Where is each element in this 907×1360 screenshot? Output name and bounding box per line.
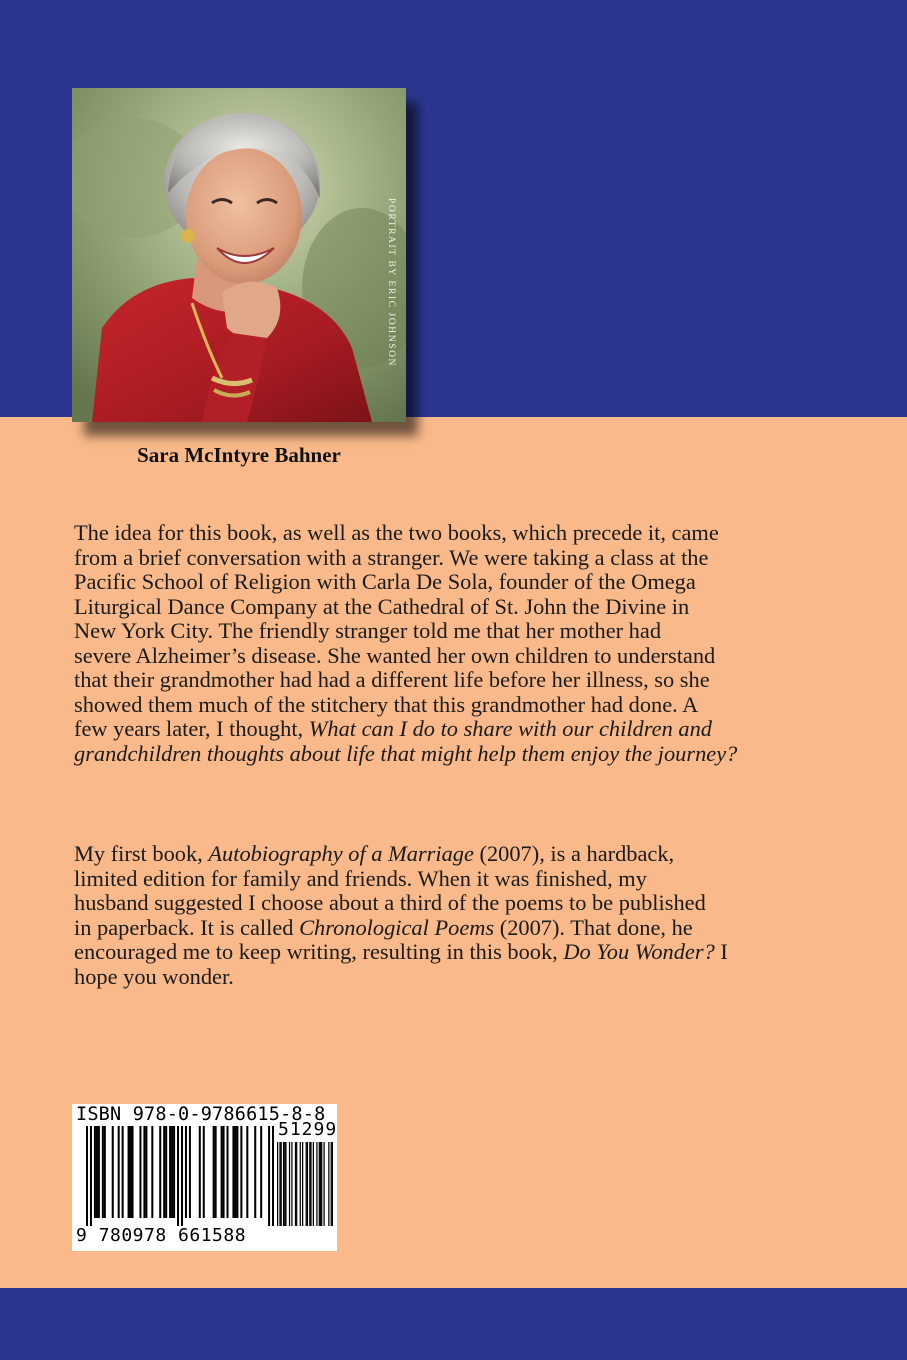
barcode-bar bbox=[281, 1142, 282, 1226]
barcode-bar bbox=[240, 1126, 242, 1218]
blurb-text: in paperback. It is called bbox=[74, 914, 300, 940]
blurb-line: severe Alzheimer’s disease. She wanted her own children to understand bbox=[74, 642, 716, 668]
barcode-bar bbox=[189, 1126, 191, 1218]
barcode-bar bbox=[203, 1126, 205, 1218]
barcode-bar bbox=[332, 1142, 333, 1226]
barcode-bar bbox=[310, 1142, 311, 1226]
barcode-bar bbox=[260, 1126, 262, 1218]
barcode-bar bbox=[159, 1126, 161, 1218]
blurb-paragraph-1 bbox=[74, 521, 844, 766]
barcode-bar bbox=[94, 1126, 96, 1218]
blurb-line: The idea for this book, as well as the two books, which precede it, came bbox=[74, 520, 719, 545]
barcode-bar bbox=[128, 1126, 130, 1218]
barcode-bar bbox=[323, 1142, 324, 1226]
blurb-text: , bbox=[539, 841, 545, 866]
blurb-line: New York City. The friendly stranger told me that her mother had bbox=[74, 618, 662, 643]
barcode-bar bbox=[279, 1142, 280, 1226]
blurb-text: few years later, I thought, bbox=[74, 716, 309, 741]
barcode-bar bbox=[234, 1126, 236, 1218]
blurb-line bbox=[74, 916, 844, 941]
barcode-bar bbox=[177, 1126, 179, 1226]
barcode-bar bbox=[185, 1126, 187, 1218]
barcode-bar bbox=[300, 1142, 301, 1226]
blurb-line: husband suggested I choose about a third of the poems to be published bbox=[74, 890, 706, 915]
barcode-bar bbox=[213, 1126, 215, 1218]
blurb-text: encouraged me to keep writing, resulting in this book, bbox=[74, 939, 564, 964]
blurb-line: that their grandmother had had a different life before her illness, so she bbox=[74, 667, 710, 692]
blurb-line bbox=[74, 742, 844, 767]
barcode-bar bbox=[295, 1142, 296, 1226]
barcode-bar bbox=[306, 1142, 307, 1226]
barcode-bar bbox=[320, 1142, 321, 1226]
barcode-bar bbox=[227, 1126, 229, 1218]
barcode-bar bbox=[151, 1126, 153, 1218]
barcode-bar bbox=[102, 1126, 104, 1218]
barcode-bar bbox=[291, 1142, 292, 1226]
blurb-paragraph-2 bbox=[74, 842, 844, 989]
blurb-line: hope you wonder. bbox=[74, 963, 234, 989]
barcode-bar bbox=[328, 1142, 329, 1226]
barcode-bar bbox=[319, 1142, 320, 1226]
barcode-bar bbox=[181, 1126, 183, 1226]
barcode-bar bbox=[289, 1142, 290, 1226]
barcode-bar bbox=[221, 1126, 223, 1218]
blurb-line: from a brief conversation with a stranger. We were taking a class at the bbox=[74, 544, 709, 570]
barcode-bar bbox=[130, 1126, 132, 1218]
barcode-bar bbox=[104, 1126, 106, 1218]
oil-portrait-painting-icon bbox=[72, 88, 406, 422]
barcode-bar bbox=[215, 1126, 217, 1218]
barcode-bar bbox=[112, 1126, 114, 1218]
price-addon-digits: 51299 bbox=[278, 1119, 338, 1140]
blurb-line: showed them much of the stitchery that this grandmother had done. A bbox=[74, 691, 699, 717]
blurb-line bbox=[74, 842, 844, 867]
barcode-bar bbox=[132, 1126, 134, 1218]
blurb-line: Pacific School of Religion with Carla De Sola, founder of the Omega bbox=[74, 569, 696, 594]
barcode-bar bbox=[122, 1126, 124, 1218]
barcode-bar bbox=[139, 1126, 141, 1218]
blurb-line bbox=[74, 717, 844, 742]
barcode-bar bbox=[246, 1126, 248, 1218]
barcode-bar bbox=[277, 1142, 278, 1226]
barcode-bar bbox=[171, 1126, 173, 1218]
blurb-line bbox=[74, 940, 844, 965]
barcode-bar bbox=[268, 1126, 270, 1226]
barcode-bar bbox=[98, 1126, 100, 1218]
ean-digits: 9 780978 661588 bbox=[76, 1225, 247, 1246]
portrait-credit: PORTRAIT BY ERIC JOHNSON bbox=[386, 198, 396, 367]
barcode-bar bbox=[307, 1142, 308, 1226]
blurb-line: limited edition for family and friends. When it was finished, my bbox=[74, 865, 647, 891]
barcode-bar bbox=[118, 1126, 120, 1218]
book-title: Do You Wonder? bbox=[563, 939, 715, 964]
book-title: Chronological Poems bbox=[299, 914, 495, 940]
barcode-bar bbox=[143, 1126, 145, 1218]
barcode-bar bbox=[321, 1142, 322, 1226]
blurb-text: (2007). That done, he bbox=[494, 914, 693, 940]
barcode-bar bbox=[163, 1126, 165, 1218]
barcode-bar bbox=[331, 1142, 332, 1226]
barcode-bar bbox=[302, 1142, 303, 1226]
blurb-italic-question: What can I do to share with our children and bbox=[308, 716, 712, 741]
barcode-bar bbox=[169, 1126, 171, 1218]
barcode-bar bbox=[173, 1126, 175, 1218]
blurb-italic-question: grandchildren thoughts about life that might help them enjoy the journey? bbox=[74, 740, 738, 766]
barcode-bar bbox=[296, 1142, 297, 1226]
book-title: Autobiography of a Marriage bbox=[208, 841, 474, 866]
blurb-text: is a hardback, bbox=[544, 841, 675, 866]
barcode-bar bbox=[165, 1126, 167, 1218]
blurb-text: My first book, bbox=[74, 841, 209, 866]
blurb-text: I bbox=[714, 939, 728, 964]
addon-barcode-bars-icon bbox=[277, 1142, 333, 1226]
barcode-bar bbox=[313, 1142, 314, 1226]
barcode-bar bbox=[316, 1142, 317, 1226]
barcode-bar bbox=[309, 1142, 310, 1226]
barcode-bar bbox=[145, 1126, 147, 1218]
barcode-bar bbox=[90, 1126, 92, 1226]
barcode-bar bbox=[199, 1126, 201, 1218]
author-name: Sara McIntyre Bahner bbox=[137, 443, 341, 467]
barcode-bar bbox=[86, 1126, 88, 1226]
barcode-bar bbox=[283, 1142, 284, 1226]
bottom-color-band bbox=[0, 1288, 907, 1360]
barcode-bar bbox=[284, 1142, 285, 1226]
barcode-bar bbox=[236, 1126, 238, 1218]
barcode-bar bbox=[254, 1126, 256, 1218]
blurb-line: Liturgical Dance Company at the Cathedral of St. John the Divine in bbox=[74, 593, 690, 619]
isbn-label: ISBN 978-0-9786615-8-8 bbox=[76, 1104, 326, 1125]
isbn-barcode bbox=[72, 1104, 337, 1251]
barcode-bar bbox=[223, 1126, 225, 1218]
barcode-bar bbox=[96, 1126, 98, 1218]
author-portrait bbox=[72, 88, 406, 422]
barcode-bar bbox=[272, 1126, 274, 1226]
barcode-bar bbox=[285, 1142, 286, 1226]
barcode-bar bbox=[232, 1126, 234, 1218]
blurb-text: (2007) bbox=[473, 841, 540, 866]
ean-barcode-bars-icon bbox=[86, 1126, 274, 1226]
